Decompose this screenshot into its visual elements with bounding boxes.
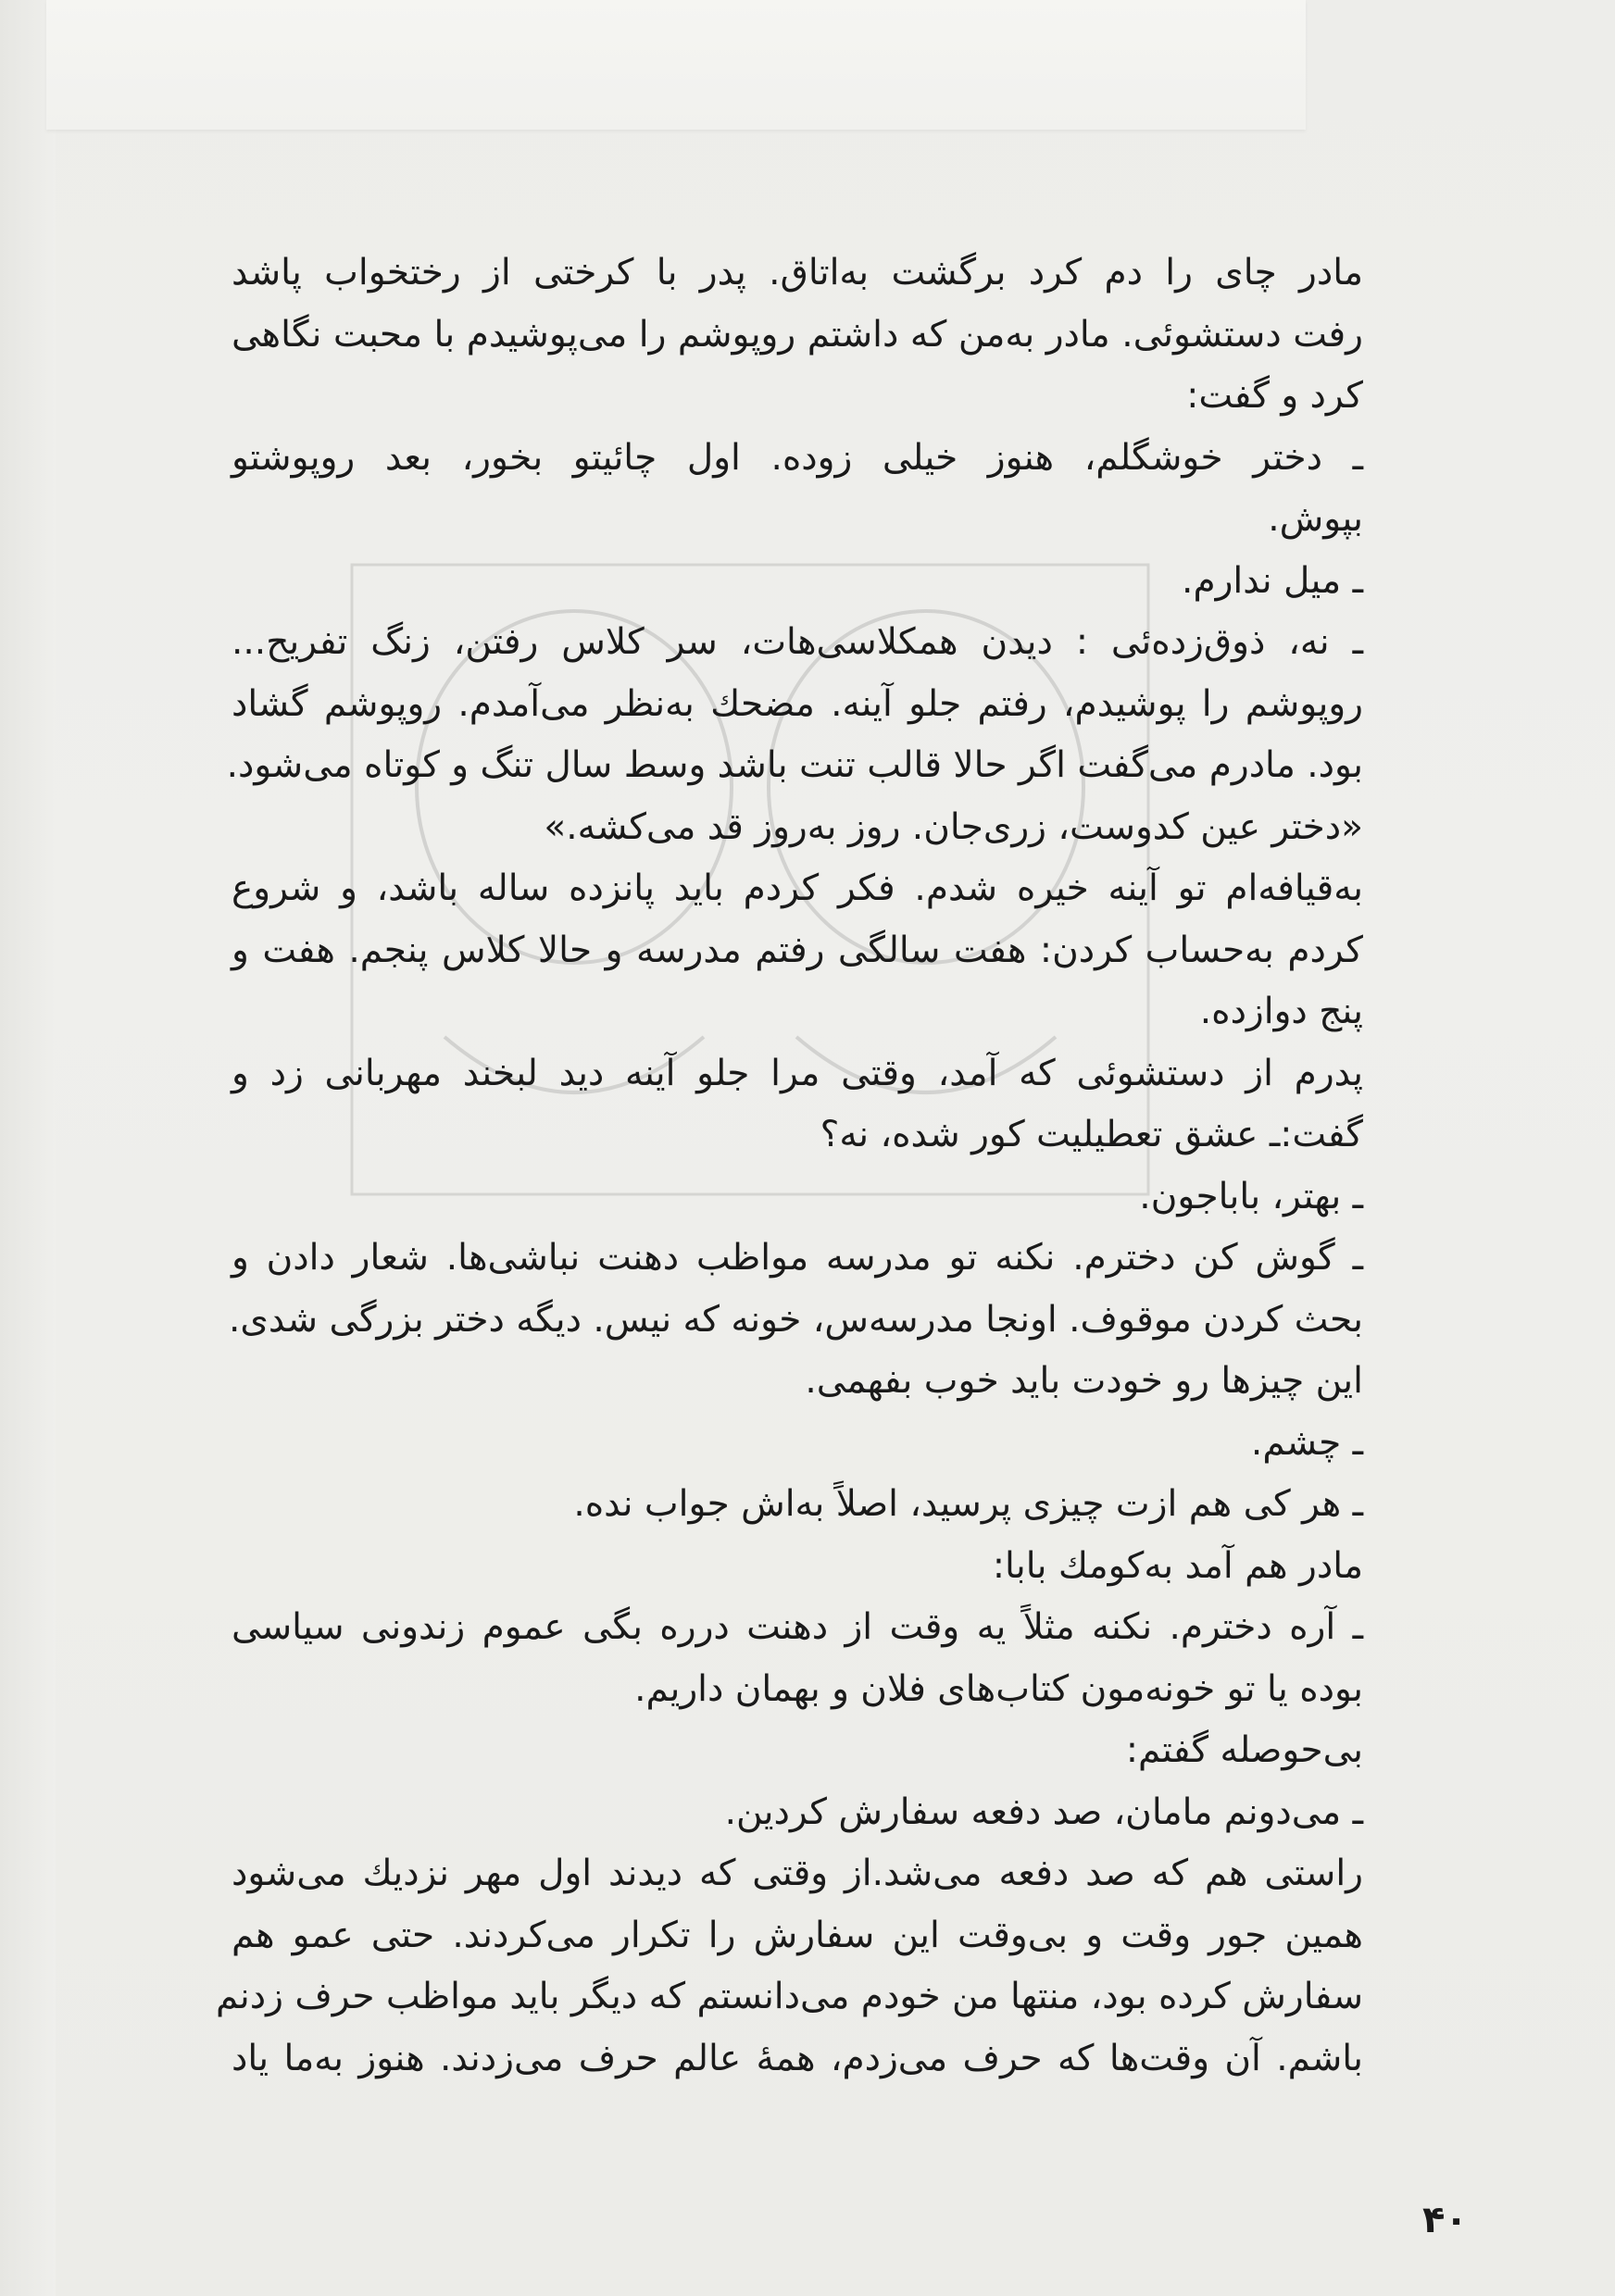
text-line: گفت:ـ عشق تعطیلیت کور شده، نه؟: [820, 1114, 1363, 1155]
text-line: ـ نه، ذوق‌زده‌ئی : دیدن همکلاسی‌هات، سر کلاس رفتن، زنگ تفریح...: [232, 621, 1363, 663]
text-line: ـ آره دخترم. نکنه مثلاً یه وقت از دهنت درره بگی عموم زندونی سیاسی: [232, 1606, 1363, 1648]
text-line: بوده یا تو خونه‌مون کتاب‌های فلان و بهمان داریم.: [634, 1667, 1363, 1710]
text-line: مادر چای را دم کرد برگشت به‌اتاق. پدر با کرختی از رختخواب پاشد: [232, 252, 1363, 293]
text-line: باشم. آن وقت‌ها که حرف می‌زدم، همهٔ عالم حرف می‌زدند. هنوز به‌ما یاد: [232, 2037, 1363, 2079]
text-line: این چیزها رو خودت باید خوب بفهمی.: [805, 1360, 1363, 1402]
text-line: پدرم از دستشوئی که آمد، وقتی مرا جلو آینه دید لبخند مهربانی زد و: [232, 1052, 1363, 1094]
text-line: «دختر عین کدوست، زری‌جان. روز به‌روز قد می‌کشه.»: [544, 805, 1363, 848]
text-line: بحث کردن موقوف. اونجا مدرسه‌س، خونه که نیس. دیگه دختر بزرگی شدی.: [228, 1298, 1363, 1341]
text-line: راستی هم که صد دفعه می‌شد.از وقتی که دیدند اول مهر نزدیك می‌شود: [232, 1853, 1363, 1894]
text-line: بود. مادرم می‌گفت اگر حالا قالب تنت باشد وسط سال تنگ و کوتاه می‌شود.: [226, 744, 1363, 786]
text-line: ـ چشم.: [1250, 1421, 1363, 1464]
text-line: پنج دوازده.: [1199, 991, 1363, 1032]
text-line: بپوش.: [1268, 498, 1363, 540]
text-line: ـ گوش کن دخترم. نکنه تو مدرسه مواظب دهنت نباشی‌ها. شعار دادن و: [232, 1237, 1363, 1279]
text-line: ـ بهتر، باباجون.: [1139, 1175, 1363, 1217]
page-fold-top: [46, 0, 1306, 130]
page-left-edge: [0, 0, 56, 2296]
page-number: ۴۰: [1422, 2199, 1468, 2241]
text-line: مادر هم آمد به‌کومك بابا:: [992, 1544, 1363, 1587]
text-line: ـ می‌دونم مامان، صد دفعه سفارش کردین.: [724, 1791, 1363, 1833]
text-line: روپوشم را پوشیدم، رفتم جلو آینه. مضحك به‌نظر می‌آمدم. روپوشم گشاد: [232, 682, 1363, 725]
text-line: همین جور وقت و بی‌وقت این سفارش را تکرار می‌کردند. حتی عمو هم: [232, 1914, 1363, 1956]
text-line: به‌قیافه‌ام تو آینه خیره شدم. فکر کردم باید پانزده ساله باشد، و شروع: [232, 867, 1363, 909]
text-line: کردم به‌حساب کردن: هفت سالگی رفتم مدرسه و حالا کلاس پنجم. هفت و: [232, 929, 1363, 971]
text-line: ـ میل ندارم.: [1182, 559, 1363, 602]
text-line: ـ دختر خوشگلم، هنوز خیلی زوده. اول چائیتو بخور، بعد روپوشتو: [232, 436, 1363, 479]
text-line: رفت دستشوئی. مادر به‌من که داشتم روپوشم را می‌پوشیدم با محبت نگاهی: [232, 313, 1363, 356]
body-text: [215, 243, 1363, 2090]
text-line: کرد و گفت:: [1186, 375, 1363, 417]
text-line: ـ هر کی هم ازت چیزی پرسید، اصلاً به‌اش جواب نده.: [573, 1483, 1363, 1525]
text-line: بی‌حوصله گفتم:: [1125, 1729, 1363, 1771]
text-line: سفارش کرده بود، منتها من خودم می‌دانستم که دیگر باید مواظب حرف زدنم: [215, 1976, 1363, 2017]
